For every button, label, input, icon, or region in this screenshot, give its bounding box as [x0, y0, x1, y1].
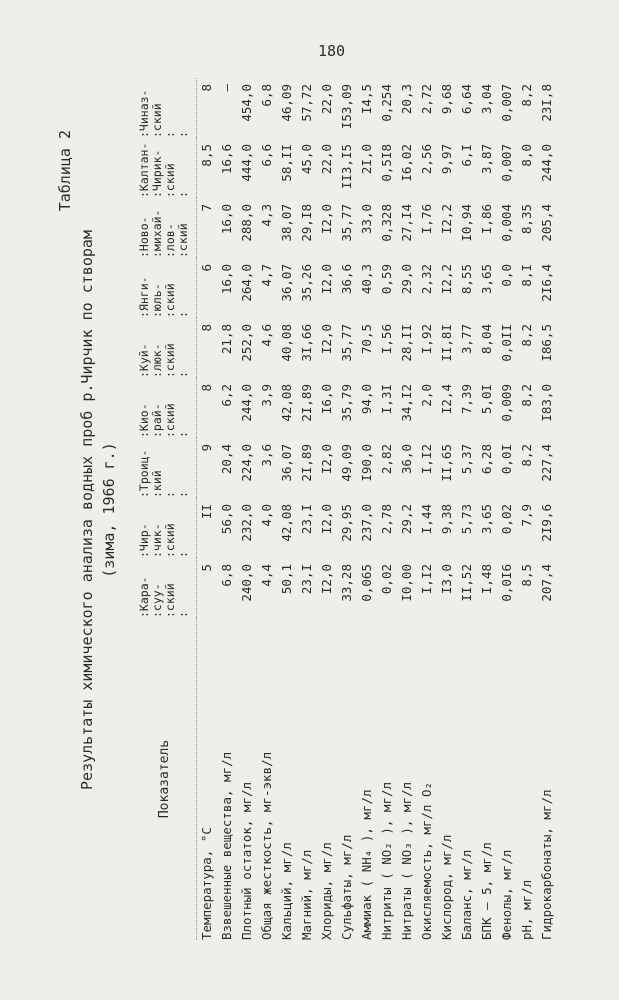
table-row	[497, 78, 517, 940]
table-cell: 50,1	[279, 564, 294, 595]
table-cell: I6,02	[399, 144, 414, 182]
row-label: Сульфаты, мг/л	[339, 834, 354, 940]
table-cell: I,I2	[419, 564, 434, 595]
table-cell: 454,0	[239, 84, 254, 122]
table-cell: 46,09	[279, 84, 294, 122]
table-cell: I0,00	[399, 564, 414, 602]
table-cell: 8	[199, 384, 214, 392]
table-cell: 3,87	[479, 144, 494, 175]
table-cell: I4,5	[359, 84, 374, 115]
table-cell: I2,0	[319, 264, 334, 295]
table-cell: 6,64	[459, 84, 474, 115]
table-cell: 6,28	[479, 444, 494, 475]
row-label: Хлориды, мг/л	[319, 842, 334, 940]
table-cell: 94,0	[359, 384, 374, 415]
table-cell: 5	[199, 564, 214, 572]
table-cell: 23,I	[299, 504, 314, 535]
table-cell: 205,4	[539, 204, 554, 242]
table-cell: 3,65	[479, 504, 494, 535]
table-cell: 3,04	[479, 84, 494, 115]
table-cell: 264,0	[239, 264, 254, 302]
table-cell: 35,26	[299, 264, 314, 302]
table-cell: II,8I	[439, 324, 454, 362]
table-cell: 20,3	[399, 84, 414, 115]
table-cell: I86,5	[539, 324, 554, 362]
table-cell: I,92	[419, 324, 434, 355]
table-cell: 23I,8	[539, 84, 554, 122]
table-cell: 227,4	[539, 444, 554, 482]
row-label: Нитриты ( NO₂ ), мг/л	[379, 781, 394, 940]
table-cell: 0,59	[379, 264, 394, 295]
row-label: Температура, °С	[199, 827, 214, 940]
table-cell: 2,56	[419, 144, 434, 175]
page-number: 180	[318, 42, 346, 60]
table-cell: 3,77	[459, 324, 474, 355]
table-cell: 49,09	[339, 444, 354, 482]
table-cell: 33,28	[339, 564, 354, 602]
table-cell: I2,0	[319, 504, 334, 535]
table-cell: 27,I4	[399, 204, 414, 242]
table-row	[357, 78, 377, 940]
table-cell: 45,0	[299, 144, 314, 175]
table-cell: 3,9	[259, 384, 274, 407]
table-caption	[76, 70, 120, 950]
table-cell: 0,0II	[499, 324, 514, 362]
table-cell: 7,9	[519, 504, 534, 527]
table-cell: 4,0	[259, 504, 274, 527]
table-cell: I83,0	[539, 384, 554, 422]
table-cell: 38,07	[279, 204, 294, 242]
table-cell: 444,0	[239, 144, 254, 182]
table-cell: 0,02	[499, 504, 514, 535]
table-cell: 36,07	[279, 444, 294, 482]
table-cell: I3,0	[439, 564, 454, 595]
table-cell: 2,32	[419, 264, 434, 295]
header-chirchik: :Чир- :чик- :ский :	[137, 523, 190, 558]
table-cell: 6,6	[259, 144, 274, 167]
table-cell: 2,82	[379, 444, 394, 475]
table-cell: 6,I	[459, 144, 474, 167]
table-row	[297, 78, 317, 940]
table-cell: 0,007	[499, 84, 514, 122]
table-cell: 0,254	[379, 84, 394, 122]
table-cell: 4,7	[259, 264, 274, 287]
table-cell: 4,4	[259, 564, 274, 587]
row-label: БПК – 5, мг/л	[479, 842, 494, 940]
table-cell: 9,68	[439, 84, 454, 115]
table-cell: 288,0	[239, 204, 254, 242]
table-cell: 2I6,4	[539, 264, 554, 302]
row-label: Плотный остаток, мг/л	[239, 781, 254, 940]
table-cell: 6,8	[259, 84, 274, 107]
table-cell: I53,09	[339, 84, 354, 130]
table-cell: I,56	[379, 324, 394, 355]
table-cell: 36,0	[399, 444, 414, 475]
table-cell: 5,37	[459, 444, 474, 475]
table-cell: 57,72	[299, 84, 314, 122]
table-cell: I2,0	[319, 324, 334, 355]
caption-title: Результаты химического анализа водных проб р.Чирчик по створам	[78, 230, 96, 790]
table-cell: 8,35	[519, 204, 534, 235]
row-label: pH, мг/л	[519, 879, 534, 940]
table-cell: 8,5	[519, 564, 534, 587]
table-cell: 2,78	[379, 504, 394, 535]
table-row	[437, 78, 457, 940]
table-cell: 56,0	[219, 504, 234, 535]
table-cell: 34,I2	[399, 384, 414, 422]
header-indicator: Показатель	[156, 739, 172, 819]
table-cell: I2,4	[439, 384, 454, 415]
table-cell: II3,I5	[339, 144, 354, 190]
table-cell: 244,0	[239, 384, 254, 422]
table-cell: I6,0	[319, 384, 334, 415]
table-cell: 0,0I6	[499, 564, 514, 602]
row-label: Фенолы, мг/л	[499, 849, 514, 940]
table-label: Таблица 2	[56, 130, 74, 212]
table-cell: I2,0	[319, 444, 334, 475]
table-cell: 224,0	[239, 444, 254, 482]
table-row	[237, 78, 257, 940]
table-cell: I90,0	[359, 444, 374, 482]
rotated-page-content	[50, 70, 570, 950]
table-body	[197, 78, 558, 940]
table-cell: 7	[199, 204, 214, 212]
table-cell: 2I,89	[299, 384, 314, 422]
table-cell: 2I,89	[299, 444, 314, 482]
header-karasu: :Карa- :суу- :ский :	[137, 576, 190, 618]
table-cell: 0,004	[499, 204, 514, 242]
table-cell: 58,II	[279, 144, 294, 182]
table-cell: 8,0	[519, 144, 534, 167]
table-cell: 8,55	[459, 264, 474, 295]
table-cell: 0,065	[359, 564, 374, 602]
table-cell: 4,3	[259, 204, 274, 227]
table-cell: 8,2	[519, 384, 534, 407]
table-cell: I,48	[479, 564, 494, 595]
table-cell: 252,0	[239, 324, 254, 362]
table-cell: 16,0	[219, 264, 234, 295]
table-cell: 237,0	[359, 504, 374, 542]
header-chinaz: :Чиназ- :ский : :	[137, 89, 190, 138]
row-label: Нитраты ( NO₃ ), мг/л	[399, 781, 414, 940]
table-cell: 8,I	[519, 264, 534, 287]
table-cell: 6,2	[219, 384, 234, 407]
table-cell: 29,I8	[299, 204, 314, 242]
table-cell: 0,328	[379, 204, 394, 242]
table-cell: 35,79	[339, 384, 354, 422]
table-row	[537, 78, 557, 940]
table-cell: 0,02	[379, 564, 394, 595]
table-cell: 3,65	[479, 264, 494, 295]
header-kuilyuk: :Куй- :люк- :ский :	[137, 343, 190, 378]
table-row	[257, 78, 277, 940]
table-row	[457, 78, 477, 940]
table-cell: 28,II	[399, 324, 414, 362]
table-cell: 2,0	[419, 384, 434, 407]
table-cell: 22,0	[319, 144, 334, 175]
table-cell: 5,0I	[479, 384, 494, 415]
table-cell: 240,0	[239, 564, 254, 602]
table-cell: 33,0	[359, 204, 374, 235]
table-cell: I,86	[479, 204, 494, 235]
table-cell: 35,77	[339, 324, 354, 362]
table-cell: I,I2	[419, 444, 434, 475]
row-label: Гидрокарбонаты, мг/л	[539, 789, 554, 940]
table-cell: 16,0	[219, 204, 234, 235]
table-cell: 8,2	[519, 324, 534, 347]
table-header-row	[138, 78, 197, 940]
table-row	[417, 78, 437, 940]
table-cell: 8,2	[519, 444, 534, 467]
row-label: Аммиак ( NH₄ ), мг/л	[359, 789, 374, 940]
table-cell: 9,97	[439, 144, 454, 175]
header-troitsky: :Троиц- :кий : :	[137, 449, 190, 498]
row-label: Окисляемость, мг/л O₂	[419, 781, 434, 940]
table-cell: 2,72	[419, 84, 434, 115]
table-cell: 8	[199, 324, 214, 332]
table-row	[337, 78, 357, 940]
table-cell: 7,39	[459, 384, 474, 415]
table-cell: 9,38	[439, 504, 454, 535]
table-cell: 8,5	[199, 144, 214, 167]
table-cell: 21,8	[219, 324, 234, 355]
table-cell: 35,77	[339, 204, 354, 242]
table-cell: 0,009	[499, 384, 514, 422]
table-cell: I2,0	[319, 204, 334, 235]
table-cell: 2I9,6	[539, 504, 554, 542]
table-cell: 4,6	[259, 324, 274, 347]
header-kaltan: :Калтан- :Чирик- :ский :	[137, 142, 190, 198]
table-cell: 0,5I8	[379, 144, 394, 182]
table-row	[197, 78, 218, 940]
table-cell: 40,3	[359, 264, 374, 295]
table-row	[277, 78, 297, 940]
table-cell: 9	[199, 444, 214, 452]
table-cell: I,3I	[379, 384, 394, 415]
header-yangiyul: :Янги- :юль- :ский :	[137, 276, 190, 318]
table-cell: 207,4	[539, 564, 554, 602]
table-cell: II,65	[439, 444, 454, 482]
header-kiorai: :Кио- :рай- :ский :	[137, 403, 190, 438]
table-cell: I,76	[419, 204, 434, 235]
table-cell: 22,0	[319, 84, 334, 115]
table-cell: 3I,66	[299, 324, 314, 362]
table-cell: II	[199, 504, 214, 520]
table-row	[317, 78, 337, 940]
table-cell: I2,2	[439, 204, 454, 235]
table-cell: 36,6	[339, 264, 354, 295]
table-cell: 23,I	[299, 564, 314, 595]
table-cell: 40,08	[279, 324, 294, 362]
table-cell: II,52	[459, 564, 474, 602]
table-cell: 2I,0	[359, 144, 374, 175]
table-cell: 6,8	[219, 564, 234, 587]
row-label: Кальций, мг/л	[279, 842, 294, 940]
table-cell: 232,0	[239, 504, 254, 542]
table-cell: 8,04	[479, 324, 494, 355]
row-label: Магний, мг/л	[299, 849, 314, 940]
table-cell: 42,08	[279, 504, 294, 542]
table-cell: 29,2	[399, 504, 414, 535]
table-cell: –	[219, 84, 234, 92]
table-cell: 8	[199, 84, 214, 92]
table-cell: I0,94	[459, 204, 474, 242]
row-label: Взвешенные вещества, мг/л	[219, 751, 234, 940]
table-cell: 70,5	[359, 324, 374, 355]
table-cell: 0,007	[499, 144, 514, 182]
caption-subtitle: (зима, 1966 г.)	[100, 442, 118, 578]
table-row	[217, 78, 237, 940]
table-cell: 29,0	[399, 264, 414, 295]
table-cell: 3,6	[259, 444, 274, 467]
table-cell: 36,07	[279, 264, 294, 302]
row-label: Общая жесткость, мг-экв/л	[259, 751, 274, 940]
table-cell: 0,0I	[499, 444, 514, 475]
table-cell: I,44	[419, 504, 434, 535]
header-novomikhailov: :Ново- :михай- :лов- :ский	[137, 209, 190, 258]
table-cell: 8,2	[519, 84, 534, 107]
analysis-table	[138, 78, 557, 940]
table-cell: 0,0	[499, 264, 514, 287]
table-cell: 244,0	[539, 144, 554, 182]
table-row	[517, 78, 537, 940]
table-cell: 16,6	[219, 144, 234, 175]
table-cell: I2,0	[319, 564, 334, 595]
row-label: Баланс, мг/л	[459, 849, 474, 940]
table-cell: 6	[199, 264, 214, 272]
table-cell: 5,73	[459, 504, 474, 535]
table-cell: I2,2	[439, 264, 454, 295]
table-row	[397, 78, 417, 940]
table-cell: 42,08	[279, 384, 294, 422]
table-row	[377, 78, 397, 940]
table-cell: 20,4	[219, 444, 234, 475]
table-row	[477, 78, 497, 940]
row-label: Кислород, мг/л	[439, 834, 454, 940]
table-cell: 29,95	[339, 504, 354, 542]
